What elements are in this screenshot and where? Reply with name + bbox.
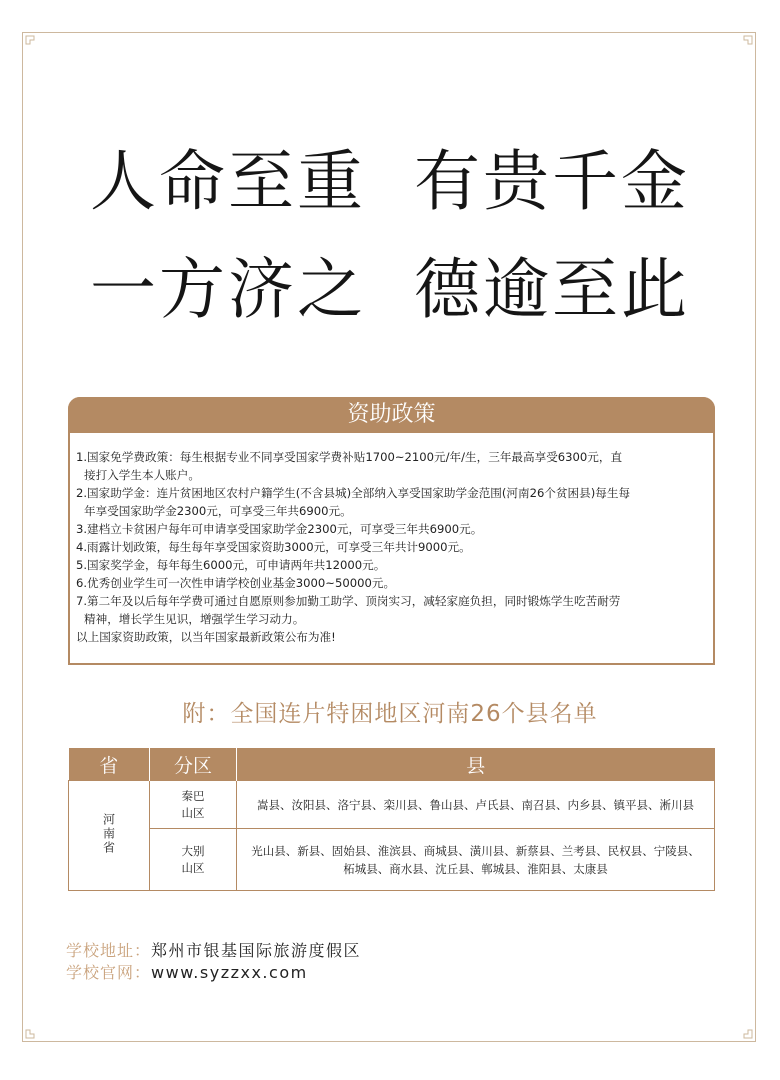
header-province: 省 xyxy=(69,748,150,781)
policy-item: 3.建档立卡贫困户每年可申请享受国家助学金2300元，可享受三年共6900元。 xyxy=(76,522,483,536)
region-name: 山区 xyxy=(181,805,205,820)
county-list: 嵩县、汝阳县、洛宁县、栾川县、鲁山县、卢氏县、南召县、内乡县、镇平县、淅川县 xyxy=(257,797,694,812)
header-county: 县 xyxy=(237,748,715,781)
region-name: 秦巴 xyxy=(181,788,205,803)
table-row xyxy=(69,781,715,829)
corner-ornament-icon xyxy=(22,32,38,48)
policy-item: 2.国家助学金：连片贫困地区农村户籍学生(不含县城)全部纳入享受国家助学金范围(河南26个贫困县)每生每 xyxy=(76,486,631,500)
county-table xyxy=(68,748,715,891)
header-region: 分区 xyxy=(150,748,237,781)
county-list-cell xyxy=(237,829,715,891)
address-value: 郑州市银基国际旅游度假区 xyxy=(151,941,362,960)
policy-item: 1.国家免学费政策：每生根据专业不同享受国家学费补贴1700~2100元/年/生，三年最高享受6300元，直 xyxy=(76,450,623,464)
website-label: 学校官网： xyxy=(66,963,152,982)
website-value: www.syzzxx.com xyxy=(151,963,308,982)
address-label: 学校地址： xyxy=(66,941,152,960)
region-name: 大别 xyxy=(181,843,205,858)
policy-note: 以上国家资助政策，以当年国家最新政策公布为准! xyxy=(76,630,336,644)
corner-ornament-icon xyxy=(22,1026,38,1042)
school-website xyxy=(66,963,308,983)
policy-item: 精神，增长学生见识，增强学生学习动力。 xyxy=(84,612,305,626)
policy-item: 5.国家奖学金，每年每生6000元，可申请两年共12000元。 xyxy=(76,558,386,572)
policy-item: 年享受国家助学金2300元，可享受三年共6900元。 xyxy=(84,504,352,518)
policy-title: 资助政策 xyxy=(68,397,715,433)
school-address xyxy=(66,941,361,961)
policy-item: 7.第二年及以后每年学费可通过自愿原则参加勤工助学、顶岗实习，减轻家庭负担，同时锻炼学生吃苦耐劳 xyxy=(76,594,621,608)
table-row xyxy=(69,829,715,891)
county-list: 光山县、新县、固始县、淮滨县、商城县、潢川县、新蔡县、兰考县、民权县、宁陵县、 xyxy=(251,843,700,858)
county-list-cell xyxy=(237,781,715,829)
policy-item: 4.雨露计划政策，每生每年享受国家资助3000元，可享受三年共计9000元。 xyxy=(76,540,471,554)
province-name: 河南省 xyxy=(101,813,116,855)
policy-list xyxy=(76,448,712,646)
province-cell xyxy=(69,781,150,891)
table-header-row xyxy=(69,748,715,781)
region-cell xyxy=(150,781,237,829)
corner-ornament-icon xyxy=(740,32,756,48)
policy-item: 接打入学生本人账户。 xyxy=(84,468,200,482)
county-list: 柘城县、商水县、沈丘县、郸城县、淮阳县、太康县 xyxy=(343,861,608,876)
region-name: 山区 xyxy=(181,860,205,875)
headline-line-1: 人命至重 有贵千金 xyxy=(90,143,690,220)
appendix-title: 附：全国连片特困地区河南26个县名单 xyxy=(182,701,598,727)
corner-ornament-icon xyxy=(740,1026,756,1042)
headline-line-2: 一方济之 德逾至此 xyxy=(90,251,690,328)
policy-item: 6.优秀创业学生可一次性申请学校创业基金3000~50000元。 xyxy=(76,576,396,590)
region-cell xyxy=(150,829,237,891)
